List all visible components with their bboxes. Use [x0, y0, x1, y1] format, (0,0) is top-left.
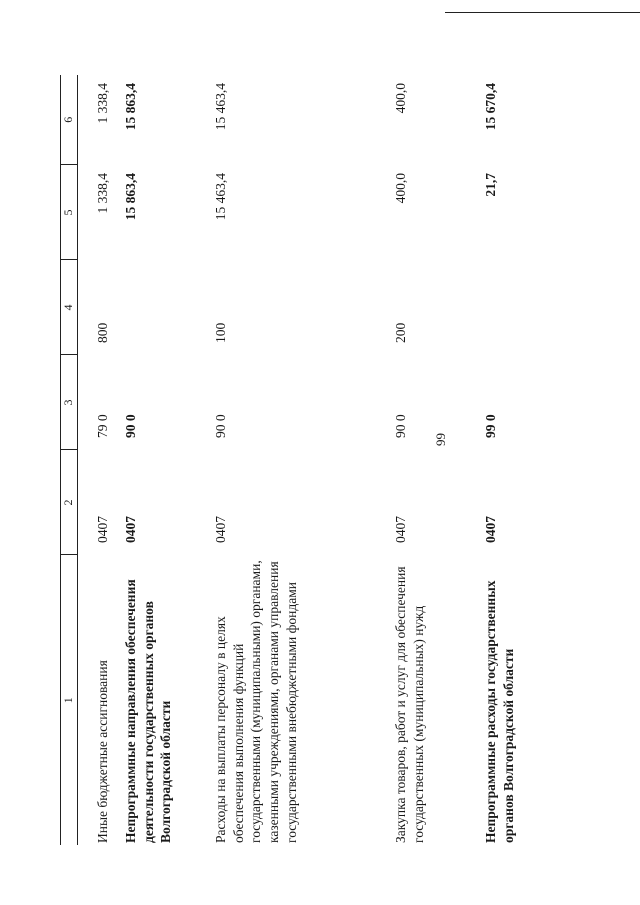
row-expense-type: 800 — [95, 322, 110, 343]
row-target-code: 90 0 — [392, 414, 408, 438]
row-name: Непрограммные направления обеспечения деятельности государственных органов Волгоградской области — [122, 579, 174, 843]
row-amount: 1 338,4 — [95, 173, 110, 214]
page-number: 99 — [433, 433, 448, 446]
budget-table — [60, 75, 542, 845]
table-header — [61, 75, 78, 845]
row-name: Иные бюджетные ассигнования — [95, 660, 110, 843]
row-section-code: 0407 — [482, 516, 498, 543]
table-row — [78, 75, 112, 845]
row-target-code: 99 0 — [482, 414, 498, 438]
rotated-sheet — [60, 75, 530, 845]
table-body — [78, 75, 542, 845]
header-row — [61, 75, 78, 845]
row-section-code: 0407 — [122, 516, 138, 543]
header-col-6: 6 — [61, 75, 78, 165]
header-col-1: 1 — [61, 555, 78, 845]
row-expense-type — [472, 260, 542, 355]
row-section-code: 0407 — [392, 516, 408, 543]
row-name: Расходы на выплаты персоналу в целях обеспечения выполнения функций государственными (муниципальными) органами, казенными учреждениями, органами управления государственными внебюджетными фондами — [212, 560, 300, 843]
row-total: 15 863,4 — [122, 83, 138, 131]
row-amount: 15 463,4 — [212, 173, 228, 221]
row-amount: 400,0 — [392, 173, 408, 204]
header-col-5: 5 — [61, 165, 78, 260]
row-section-code: 0407 — [212, 516, 228, 543]
table-row — [202, 75, 382, 845]
row-expense-type: 100 — [212, 322, 228, 343]
table-row — [112, 75, 202, 845]
row-amount: 21,7 — [482, 173, 498, 197]
header-col-4: 4 — [61, 260, 78, 355]
row-target-code: 79 0 — [95, 414, 110, 438]
row-expense-type — [112, 260, 202, 355]
row-name: Закупка товаров, работ и услуг для обеспечения государственных (муниципальных) нужд — [392, 566, 426, 843]
row-total: 15 463,4 — [212, 83, 228, 131]
row-total: 1 338,4 — [95, 83, 110, 124]
header-col-2: 2 — [61, 450, 78, 555]
row-target-code: 90 0 — [212, 414, 228, 438]
row-amount: 15 863,4 — [122, 173, 138, 221]
header-col-3: 3 — [61, 355, 78, 450]
row-total: 400,0 — [392, 83, 408, 114]
row-total: 15 670,4 — [482, 83, 498, 131]
table-row — [472, 75, 542, 845]
row-section-code: 0407 — [95, 516, 110, 543]
table-row — [382, 75, 472, 845]
row-name: Непрограммные расходы государственных органов Волгоградской области — [482, 580, 516, 843]
row-target-code: 90 0 — [122, 414, 138, 438]
row-expense-type: 200 — [392, 322, 408, 343]
top-rule — [445, 12, 640, 13]
